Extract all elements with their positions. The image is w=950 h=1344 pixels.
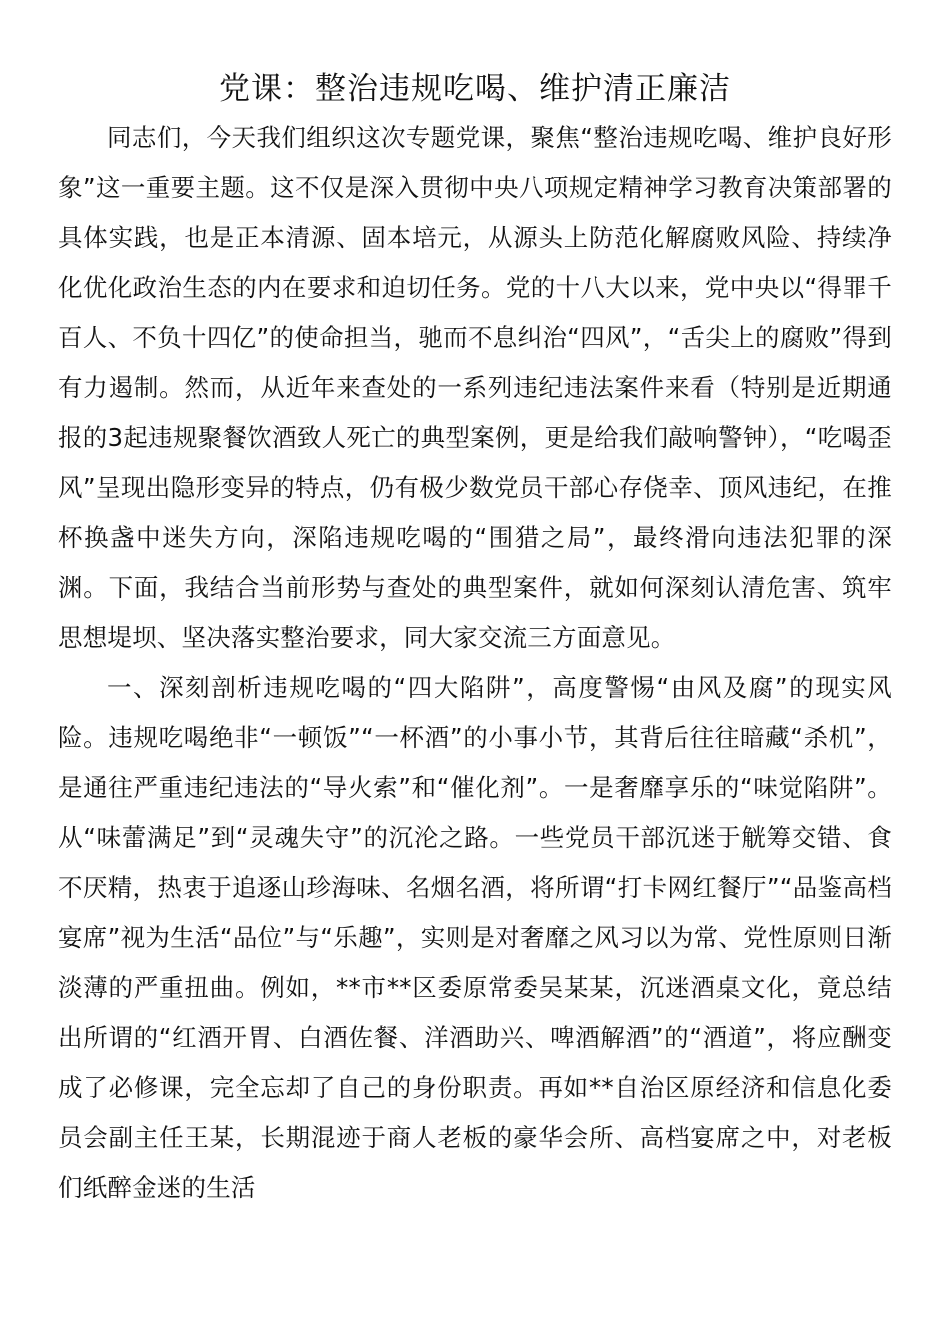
document-body	[58, 113, 892, 1213]
paragraph-section-one: 一、深刻剖析违规吃喝的“四大陷阱”，高度警惕“由风及腐”的现实风险。违规吃喝绝非“一顿饭”“一杯酒”的小事小节，其背后往往暗藏“杀机”，是通往严重违纪违法的“导火索”和“催化剂”。一是奢靡享乐的“味觉陷阱”。从“味蕾满足”到“灵魂失守”的沉沦之路。一些党员干部沉迷于觥筹交错、食不厌精，热衷于追逐山珍海味、名烟名酒，将所谓“打卡网红餐厅”“品鉴高档宴席”视为生活“品位”与“乐趣”，实则是对奢靡之风习以为常、党性原则日渐淡薄的严重扭曲。例如，**市**区委原常委吴某某，沉迷酒桌文化，竟总结出所谓的“红酒开胃、白酒佐餐、洋酒助兴、啤酒解酒”的“酒道”，将应酬变成了必修课，完全忘却了自己的身份职责。再如**自治区原经济和信息化委员会副主任王某，长期混迹于商人老板的豪华会所、高档宴席之中，对老板们纸醉金迷的生活	[58, 673, 892, 1202]
paragraph-intro: 同志们，今天我们组织这次专题党课，聚焦“整治违规吃喝、维护良好形象”这一重要主题。这不仅是深入贯彻中央八项规定精神学习教育决策部署的具体实践，也是正本清源、固本培元，从源头上防范化解腐败风险、持续净化优化政治生态的内在要求和迫切任务。党的十八大以来，党中央以“得罪千百人、不负十四亿”的使命担当，驰而不息纠治“四风”，“舌尖上的腐败”得到有力遏制。然而，从近年来查处的一系列违纪违法案件来看（特别是近期通报的3起违规聚餐饮酒致人死亡的典型案例，更是给我们敲响警钟），“吃喝歪风”呈现出隐形变异的特点，仍有极少数党员干部心存侥幸、顶风违纪，在推杯换盏中迷失方向，深陷违规吃喝的“围猎之局”，最终滑向违法犯罪的深渊。下面，我结合当前形势与查处的典型案件，就如何深刻认清危害、筑牢思想堤坝、坚决落实整治要求，同大家交流三方面意见。	[58, 123, 892, 652]
document-title: 党课：整治违规吃喝、维护清正廉洁	[219, 71, 731, 107]
